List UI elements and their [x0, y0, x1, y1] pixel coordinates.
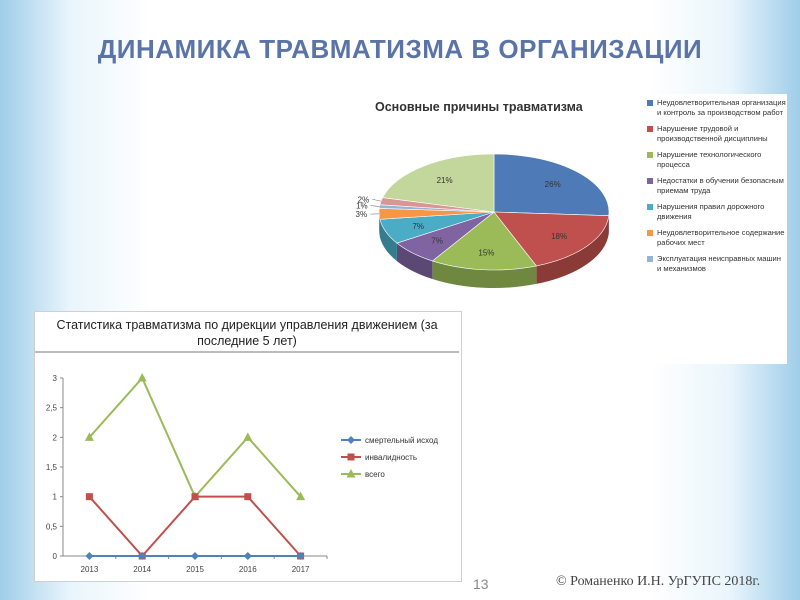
y-tick-label: 3: [52, 374, 57, 383]
page-number: 13: [473, 576, 489, 592]
pie-data-label-7: 2%: [357, 195, 370, 205]
y-tick-label: 0: [52, 552, 57, 561]
pie-legend-label: Неудовлетворительная организация и контроль за производством работ: [657, 98, 786, 117]
series-point-1: [86, 493, 93, 500]
series-point-0: [244, 552, 252, 560]
pie-legend-label: Нарушения правил дорожного движения: [657, 202, 765, 221]
y-tick-label: 0,5: [45, 522, 57, 532]
line-legend: [341, 436, 438, 479]
x-tick-label: 2013: [80, 565, 99, 574]
series-point-1: [192, 493, 199, 500]
pie-data-label-2: 15%: [478, 248, 495, 258]
line-chart-title: Статистика травматизма по дирекции управления движением (за последние 5 лет): [35, 312, 459, 353]
pie-legend-item: [647, 254, 787, 273]
y-tick-label: 1,5: [45, 463, 57, 472]
legend-label: всего: [365, 470, 385, 479]
pie-legend-swatch: [647, 178, 653, 184]
x-tick-label: 2016: [238, 565, 257, 574]
legend-marker: [348, 454, 355, 461]
pie-legend-swatch: [647, 256, 653, 262]
series-1: [86, 493, 304, 559]
slide-title: ДИНАМИКА ТРАВМАТИЗМА В ОРГАНИЗАЦИИ: [97, 34, 703, 64]
pie-data-label-1: 18%: [551, 231, 568, 241]
pie-legend: [647, 98, 787, 280]
legend-label: инвалидность: [365, 453, 417, 462]
pie-legend-swatch: [647, 152, 653, 158]
pie-legend-label: Нарушение трудовой и производственной дисциплины: [657, 124, 768, 143]
series-2: [85, 373, 305, 500]
line-chart-panel: [34, 311, 462, 582]
y-tick-label: 2: [52, 433, 57, 443]
pie-legend-item: [647, 150, 787, 169]
series-point-0: [191, 552, 199, 560]
y-tick-label: 2,5: [45, 403, 57, 413]
pie-legend-label: Эксплуатация неисправных машин и механизмов: [657, 254, 781, 273]
pie-legend-label: Недостатки в обучении безопасным приемам труда: [657, 176, 784, 195]
pie-data-label-3: 7%: [431, 236, 443, 246]
pie-legend-item: [647, 228, 787, 247]
pie-legend-swatch: [647, 126, 653, 132]
pie-legend-item: [647, 98, 787, 117]
series-0: [85, 552, 304, 560]
series-line-2: [89, 378, 300, 497]
pie-data-label-0: 26%: [544, 180, 561, 190]
pie-legend-item: [647, 176, 787, 195]
pie-legend-swatch: [647, 100, 653, 106]
series-point-1: [244, 493, 251, 500]
series-point-2: [138, 373, 147, 382]
line-chart: [35, 312, 461, 581]
series-point-2: [243, 432, 252, 440]
pie-data-label-6: 1%: [356, 201, 368, 211]
pie-legend-swatch: [647, 230, 653, 236]
x-tick-label: 2014: [133, 565, 152, 574]
series-point-0: [85, 552, 93, 560]
pie-data-label-8: 21%: [436, 175, 453, 185]
pie-legend-label: Неудовлетворительное содержание рабочих мест: [657, 228, 785, 247]
pie-legend-item: [647, 124, 787, 143]
pie-legend-swatch: [647, 204, 653, 210]
copyright-text: © Романенко И.Н. УрГУПС 2018г.: [556, 574, 761, 589]
pie-chart-title: Основные причины травматизма: [375, 100, 583, 114]
pie-data-label-4: 7%: [412, 221, 425, 231]
legend-label: смертельный исход: [365, 436, 438, 445]
legend-marker: [347, 436, 355, 444]
pie-leader-line-7: [372, 199, 381, 201]
pie-legend-label: Нарушение технологического процесса: [657, 150, 762, 169]
series-line-1: [89, 497, 300, 556]
line-axes: [46, 374, 327, 574]
pie-legend-item: [647, 202, 787, 221]
y-tick-label: 1: [52, 492, 57, 502]
pie-data-label-5: 3%: [355, 210, 368, 220]
x-tick-label: 2017: [291, 565, 310, 574]
x-tick-label: 2015: [186, 565, 204, 574]
pie-leader-line-6: [371, 206, 380, 207]
